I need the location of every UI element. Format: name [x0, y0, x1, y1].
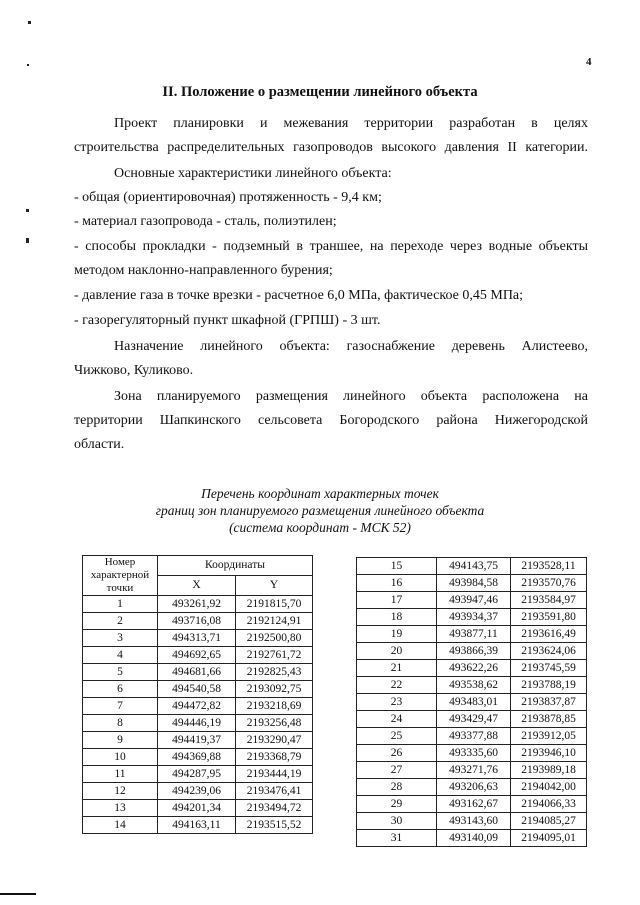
- scan-speck: [28, 21, 31, 24]
- table-row: [83, 783, 313, 800]
- point-number-cell: 9: [83, 732, 158, 749]
- point-number-cell: 8: [83, 715, 158, 732]
- y-coordinate-cell: 2191815,70: [236, 596, 313, 613]
- header-y: Y: [236, 576, 313, 596]
- table-row: [83, 681, 313, 698]
- x-coordinate-cell: 494143,75: [437, 558, 511, 575]
- y-coordinate-cell: 2193444,19: [236, 766, 313, 783]
- y-coordinate-cell: 2192825,43: [236, 664, 313, 681]
- page-number: 4: [586, 56, 592, 68]
- paragraph-purpose-line1: Проект планировки и межевания территории разработан в целях: [114, 116, 588, 131]
- table-row: [83, 596, 313, 613]
- x-coordinate-cell: 493934,37: [437, 609, 511, 626]
- paragraph-zone-line3: области.: [74, 437, 125, 452]
- table-row: [357, 779, 587, 796]
- y-coordinate-cell: 2193368,79: [236, 749, 313, 766]
- point-number-cell: 6: [83, 681, 158, 698]
- y-coordinate-cell: 2193584,97: [511, 592, 587, 609]
- point-number-cell: 14: [83, 817, 158, 834]
- paragraph-purpose-gas-line2: Чижково, Куликово.: [74, 363, 194, 378]
- point-number-cell: 12: [83, 783, 158, 800]
- table-row: [357, 830, 587, 847]
- header-x: X: [158, 576, 236, 596]
- point-number-cell: 16: [357, 575, 437, 592]
- y-coordinate-cell: 2193616,49: [511, 626, 587, 643]
- x-coordinate-cell: 493716,08: [158, 613, 236, 630]
- x-coordinate-cell: 494472,82: [158, 698, 236, 715]
- y-coordinate-cell: 2193528,11: [511, 558, 587, 575]
- x-coordinate-cell: 494419,37: [158, 732, 236, 749]
- point-number-cell: 28: [357, 779, 437, 796]
- section-heading: II. Положение о размещении линейного объекта: [162, 84, 478, 100]
- x-coordinate-cell: 493429,47: [437, 711, 511, 728]
- y-coordinate-cell: 2193946,10: [511, 745, 587, 762]
- table-row: [357, 762, 587, 779]
- point-number-cell: 5: [83, 664, 158, 681]
- y-coordinate-cell: 2193624,06: [511, 643, 587, 660]
- scan-speck: [26, 209, 29, 212]
- scan-speck: [26, 238, 29, 243]
- table-row: [83, 817, 313, 834]
- point-number-cell: 30: [357, 813, 437, 830]
- caption-line2: границ зон планируемого размещения линейного объекта: [155, 503, 485, 518]
- y-coordinate-cell: 2193745,59: [511, 660, 587, 677]
- y-coordinate-cell: 2194066,33: [511, 796, 587, 813]
- y-coordinate-cell: 2193878,85: [511, 711, 587, 728]
- point-number-cell: 31: [357, 830, 437, 847]
- x-coordinate-cell: 494446,19: [158, 715, 236, 732]
- point-number-cell: 18: [357, 609, 437, 626]
- table-row: [83, 766, 313, 783]
- list-item-laying-line1: - способы прокладки - подземный в траншее, на переходе через водные объекты: [74, 239, 588, 254]
- x-coordinate-cell: 494201,34: [158, 800, 236, 817]
- list-item-regulator: - газорегуляторный пункт шкафной (ГРПШ) - 3 шт.: [74, 313, 381, 328]
- table-caption: [0, 485, 640, 536]
- point-number-cell: 19: [357, 626, 437, 643]
- point-number-cell: 29: [357, 796, 437, 813]
- y-coordinate-cell: 2193218,69: [236, 698, 313, 715]
- point-number-cell: 20: [357, 643, 437, 660]
- x-coordinate-cell: 494692,65: [158, 647, 236, 664]
- x-coordinate-cell: 494239,06: [158, 783, 236, 800]
- point-number-cell: 17: [357, 592, 437, 609]
- paragraph-purpose-line2: строительства распределительных газопроводов высокого давления II категории.: [74, 140, 588, 155]
- header-coordinates: Координаты: [158, 556, 313, 576]
- point-number-cell: 7: [83, 698, 158, 715]
- y-coordinate-cell: 2193515,52: [236, 817, 313, 834]
- table-row: [357, 813, 587, 830]
- y-coordinate-cell: 2193788,19: [511, 677, 587, 694]
- y-coordinate-cell: 2192761,72: [236, 647, 313, 664]
- point-number-cell: 10: [83, 749, 158, 766]
- list-item-laying-line2: методом наклонно-направленного бурения;: [74, 263, 333, 278]
- x-coordinate-cell: 494163,11: [158, 817, 236, 834]
- point-number-cell: 27: [357, 762, 437, 779]
- coordinates-table-right: [356, 557, 587, 847]
- y-coordinate-cell: 2192500,80: [236, 630, 313, 647]
- table-row: [357, 592, 587, 609]
- point-number-cell: 24: [357, 711, 437, 728]
- paragraph-zone-line1: Зона планируемого размещения линейного объекта расположена на: [114, 389, 588, 404]
- point-number-cell: 13: [83, 800, 158, 817]
- table-row: [83, 749, 313, 766]
- y-coordinate-cell: 2193256,48: [236, 715, 313, 732]
- x-coordinate-cell: 493335,60: [437, 745, 511, 762]
- table-row: [83, 715, 313, 732]
- point-number-cell: 23: [357, 694, 437, 711]
- table-row: [83, 664, 313, 681]
- table-row: [83, 698, 313, 715]
- point-number-cell: 22: [357, 677, 437, 694]
- list-item-material: - материал газопровода - сталь, полиэтилен;: [74, 214, 337, 229]
- x-coordinate-cell: 493206,63: [437, 779, 511, 796]
- point-number-cell: 26: [357, 745, 437, 762]
- x-coordinate-cell: 493984,58: [437, 575, 511, 592]
- header-point-number: Номер характерной точки: [83, 556, 158, 596]
- x-coordinate-cell: 493483,01: [437, 694, 511, 711]
- paragraph-zone-line2: территории Шапкинского сельсовета Богородского района Нижегородской: [74, 413, 588, 428]
- y-coordinate-cell: 2194085,27: [511, 813, 587, 830]
- table-row: [357, 711, 587, 728]
- y-coordinate-cell: 2193290,47: [236, 732, 313, 749]
- table-row: [357, 694, 587, 711]
- x-coordinate-cell: 493143,60: [437, 813, 511, 830]
- point-number-cell: 25: [357, 728, 437, 745]
- margin-mark: [0, 893, 36, 895]
- x-coordinate-cell: 493538,62: [437, 677, 511, 694]
- point-number-cell: 11: [83, 766, 158, 783]
- list-item-pressure: - давление газа в точке врезки - расчетное 6,0 МПа, фактическое 0,45 МПа;: [74, 288, 524, 303]
- table-row: [357, 728, 587, 745]
- x-coordinate-cell: 493162,67: [437, 796, 511, 813]
- x-coordinate-cell: 494287,95: [158, 766, 236, 783]
- y-coordinate-cell: 2194042,00: [511, 779, 587, 796]
- caption-line1: Перечень координат характерных точек: [201, 486, 439, 501]
- list-item-length: - общая (ориентировочная) протяженность - 9,4 км;: [74, 190, 382, 205]
- x-coordinate-cell: 493377,88: [437, 728, 511, 745]
- table-row: [357, 677, 587, 694]
- y-coordinate-cell: 2193912,05: [511, 728, 587, 745]
- y-coordinate-cell: 2193092,75: [236, 681, 313, 698]
- table-row: [357, 796, 587, 813]
- y-coordinate-cell: 2193989,18: [511, 762, 587, 779]
- x-coordinate-cell: 494540,58: [158, 681, 236, 698]
- table-row: [83, 647, 313, 664]
- point-number-cell: 1: [83, 596, 158, 613]
- x-coordinate-cell: 493947,46: [437, 592, 511, 609]
- coordinates-table-left: [82, 555, 313, 834]
- x-coordinate-cell: 493261,92: [158, 596, 236, 613]
- y-coordinate-cell: 2192124,91: [236, 613, 313, 630]
- table-row: [357, 575, 587, 592]
- table-row: [357, 558, 587, 575]
- y-coordinate-cell: 2193476,41: [236, 783, 313, 800]
- x-coordinate-cell: 493877,11: [437, 626, 511, 643]
- point-number-cell: 21: [357, 660, 437, 677]
- x-coordinate-cell: 493866,39: [437, 643, 511, 660]
- paragraph-characteristics-intro: Основные характеристики линейного объекта:: [114, 166, 392, 181]
- table-row: [357, 643, 587, 660]
- x-coordinate-cell: 494313,71: [158, 630, 236, 647]
- table-row: [357, 660, 587, 677]
- table-row: [83, 800, 313, 817]
- point-number-cell: 4: [83, 647, 158, 664]
- y-coordinate-cell: 2193570,76: [511, 575, 587, 592]
- point-number-cell: 15: [357, 558, 437, 575]
- point-number-cell: 2: [83, 613, 158, 630]
- table-row: [357, 609, 587, 626]
- y-coordinate-cell: 2193591,80: [511, 609, 587, 626]
- x-coordinate-cell: 494369,88: [158, 749, 236, 766]
- y-coordinate-cell: 2193494,72: [236, 800, 313, 817]
- x-coordinate-cell: 494681,66: [158, 664, 236, 681]
- table-row: [83, 732, 313, 749]
- caption-line3: (система координат - МСК 52): [229, 520, 411, 535]
- paragraph-purpose-gas-line1: Назначение линейного объекта: газоснабжение деревень Алистеево,: [114, 339, 588, 354]
- x-coordinate-cell: 493622,26: [437, 660, 511, 677]
- table-row: [357, 745, 587, 762]
- scan-speck: [27, 64, 29, 66]
- y-coordinate-cell: 2193837,87: [511, 694, 587, 711]
- table-row: [357, 626, 587, 643]
- x-coordinate-cell: 493140,09: [437, 830, 511, 847]
- table-row: [83, 630, 313, 647]
- table-row: [83, 613, 313, 630]
- point-number-cell: 3: [83, 630, 158, 647]
- y-coordinate-cell: 2194095,01: [511, 830, 587, 847]
- x-coordinate-cell: 493271,76: [437, 762, 511, 779]
